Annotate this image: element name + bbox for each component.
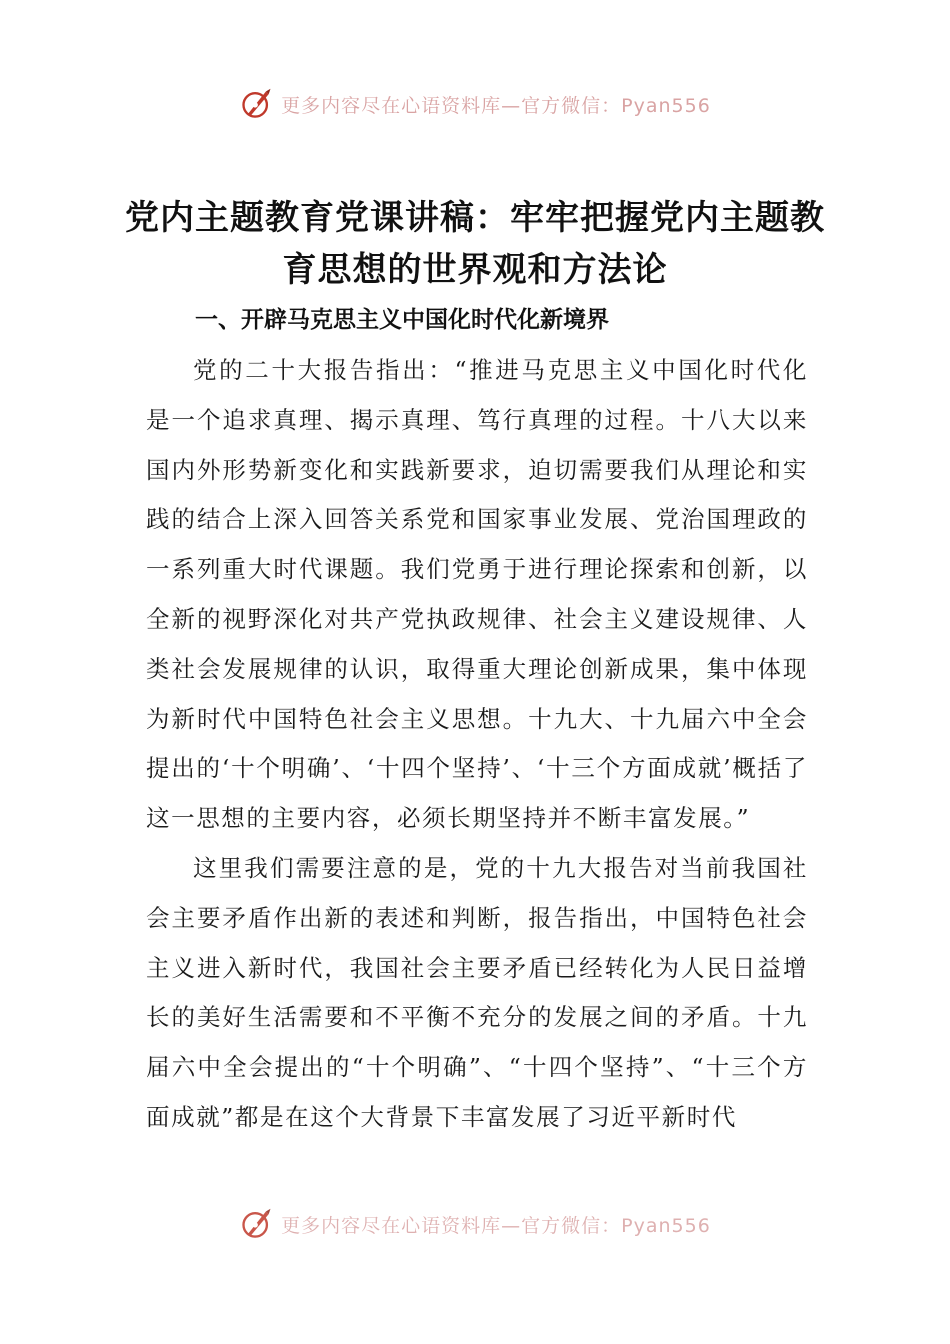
quill-pen-logo-icon bbox=[239, 86, 275, 122]
watermark-text: 更多内容尽在心语资料库—官方微信：Pyan556 bbox=[281, 1214, 711, 1237]
document-body bbox=[146, 346, 808, 1143]
section-heading: 一、开辟马克思主义中国化时代化新境界 bbox=[195, 307, 609, 333]
document-title: 党内主题教育党课讲稿：牢牢把握党内主题教育思想的世界观和方法论 bbox=[125, 198, 825, 290]
header-watermark bbox=[0, 84, 950, 124]
quill-pen-logo-icon bbox=[239, 1206, 275, 1242]
footer-watermark bbox=[0, 1204, 950, 1244]
watermark-text: 更多内容尽在心语资料库—官方微信：Pyan556 bbox=[281, 94, 711, 117]
body-paragraph: 这里我们需要注意的是，党的十九大报告对当前我国社会主要矛盾作出新的表述和判断，报告指出，中国特色社会主义进入新时代，我国社会主要矛盾已经转化为人民日益增长的美好生活需要和不平衡不充分的发展之间的矛盾。十九届六中全会提出的“十个明确”、“十四个坚持”、“十三个方面成就”都是在这个大背景下丰富发展了习近平新时代 bbox=[146, 853, 808, 1131]
body-paragraph: 党的二十大报告指出：“推进马克思主义中国化时代化是一个追求真理、揭示真理、笃行真理的过程。十八大以来国内外形势新变化和实践新要求，迫切需要我们从理论和实践的结合上深入回答关系党和国家事业发展、党治国理政的一系列重大时代课题。我们党勇于进行理论探索和创新，以全新的视野深化对共产党执政规律、社会主义建设规律、人类社会发展规律的认识，取得重大理论创新成果，集中体现为新时代中国特色社会主义思想。十九大、十九届六中全会提出的‘十个明确’、‘十四个坚持’、‘十三个方面成就’概括了这一思想的主要内容，必须长期坚持并不断丰富发展。” bbox=[146, 356, 808, 833]
